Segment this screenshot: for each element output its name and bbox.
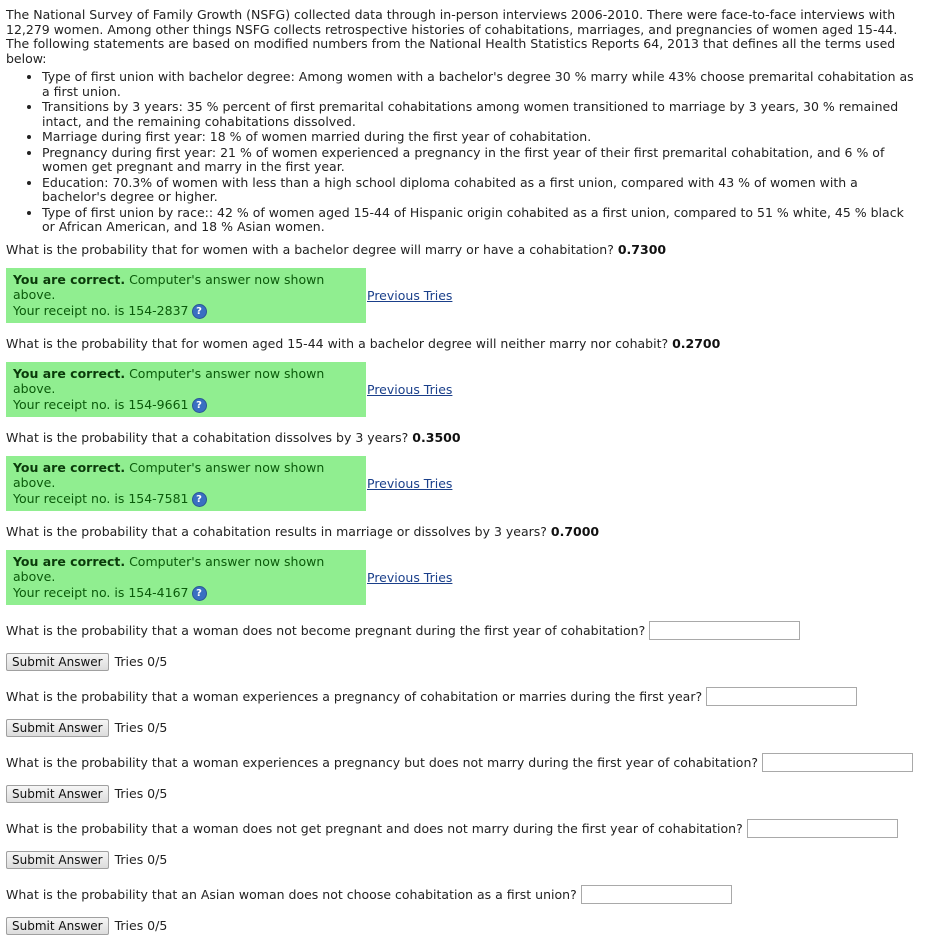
- fact-item: • Education: 70.3% of women with less than a high school diploma cohabited as a first union, compared with 43 % of women with a bachelor's degree or higher.: [42, 176, 919, 205]
- question-3: [6, 430, 919, 446]
- help-icon[interactable]: ?: [192, 492, 207, 507]
- previous-tries-link[interactable]: Previous Tries: [367, 287, 453, 303]
- receipt-text: Your receipt no. is 154-2837: [13, 302, 189, 318]
- correct-feedback-box: [6, 456, 366, 511]
- correct-label: You are correct.: [13, 365, 126, 381]
- fact-item: • Transitions by 3 years: 35 % percent of first premarital cohabitations among women transitioned to marriage by 3 years, 30 % remained intact, and the remaining cohabitations dissolved.: [42, 100, 919, 129]
- submit-answer-button[interactable]: Submit Answer: [6, 653, 109, 671]
- help-icon[interactable]: ?: [192, 304, 207, 319]
- correct-message: Computer's answer now shown above.: [13, 553, 325, 584]
- correct-label: You are correct.: [13, 459, 126, 475]
- submit-row-7: [6, 785, 919, 803]
- feedback-row-3: [6, 456, 919, 511]
- computer-answer: 0.7000: [550, 523, 600, 539]
- submit-answer-button[interactable]: Submit Answer: [6, 851, 109, 869]
- question-text: What is the probability that for women with a bachelor degree will marry or have a cohabitation?: [6, 241, 614, 257]
- submit-row-8: [6, 851, 919, 869]
- answer-input[interactable]: [706, 687, 857, 706]
- submit-answer-button[interactable]: Submit Answer: [6, 785, 109, 803]
- tries-counter: Tries 0/5: [114, 786, 168, 801]
- answer-input[interactable]: [747, 819, 898, 838]
- fact-item: • Marriage during first year: 18 % of women married during the first year of cohabitation.: [42, 130, 919, 145]
- submit-row-6: [6, 719, 919, 737]
- correct-label: You are correct.: [13, 271, 126, 287]
- receipt-text: Your receipt no. is 154-7581: [13, 490, 189, 506]
- feedback-row-1: [6, 268, 919, 323]
- question-5: [6, 621, 919, 641]
- correct-feedback-box: [6, 268, 366, 323]
- question-text: What is the probability that an Asian woman does not choose cohabitation as a first union?: [6, 887, 577, 902]
- question-6: [6, 687, 919, 707]
- submit-answer-button[interactable]: Submit Answer: [6, 917, 109, 935]
- previous-tries-link[interactable]: Previous Tries: [367, 381, 453, 397]
- receipt-text: Your receipt no. is 154-4167: [13, 584, 189, 600]
- receipt-text: Your receipt no. is 154-9661: [13, 396, 189, 412]
- question-4: [6, 524, 919, 540]
- help-icon[interactable]: ?: [192, 398, 207, 413]
- correct-feedback-box: [6, 362, 366, 417]
- answer-input[interactable]: [649, 621, 800, 640]
- help-icon[interactable]: ?: [192, 586, 207, 601]
- computer-answer: 0.3500: [412, 429, 461, 445]
- facts-list: [6, 70, 919, 235]
- tries-counter: Tries 0/5: [114, 654, 168, 669]
- submit-answer-button[interactable]: Submit Answer: [6, 719, 109, 737]
- previous-tries-link[interactable]: Previous Tries: [367, 475, 453, 491]
- feedback-row-2: [6, 362, 919, 417]
- question-2: [6, 336, 919, 352]
- correct-feedback-box: [6, 550, 366, 605]
- computer-answer: 0.7300: [617, 241, 667, 257]
- question-text: What is the probability that a woman experiences a pregnancy but does not marry during the first year of cohabitation?: [6, 755, 759, 770]
- question-text: What is the probability that a woman does not become pregnant during the first year of cohabitation?: [6, 623, 646, 638]
- computer-answer: 0.2700: [672, 335, 721, 351]
- fact-item: • Type of first union with bachelor degree: Among women with a bachelor's degree 30 % marry while 43% choose premarital cohabitation as a first union.: [42, 70, 919, 99]
- question-text: What is the probability that a woman does not get pregnant and does not marry during the first year of cohabitation?: [6, 821, 743, 836]
- fact-item: • Type of first union by race:: 42 % of women aged 15-44 of Hispanic origin cohabited as a first union, compared to 51 % white, 45 % black or African American, and 18 % Asian women.: [42, 206, 919, 235]
- correct-label: You are correct.: [13, 553, 126, 569]
- intro-text: The National Survey of Family Growth (NSFG) collected data through in-person interviews 2006-2010. There were face-to-face interviews with 12,279 women. Among other things NSFG collects retrospective histories of cohabitations, marriages, and pregnancies of women aged 15-44. The following statements are based on modified numbers from the National Health Statistics Reports 64, 2013 that defines all the terms used below:: [6, 7, 898, 66]
- correct-message: Computer's answer now shown above.: [13, 365, 325, 396]
- question-1: [6, 242, 919, 258]
- fact-item: • Pregnancy during first year: 21 % of women experienced a pregnancy in the first year of their first premarital cohabitation, and 6 % of women get pregnant and marry in the first year.: [42, 146, 919, 175]
- tries-counter: Tries 0/5: [114, 918, 168, 933]
- previous-tries-link[interactable]: Previous Tries: [367, 569, 453, 585]
- question-text: What is the probability that a cohabitation dissolves by 3 years?: [6, 429, 409, 445]
- question-text: What is the probability that a cohabitation results in marriage or dissolves by 3 years?: [6, 523, 547, 539]
- answer-input[interactable]: [762, 753, 913, 772]
- tries-counter: Tries 0/5: [114, 720, 168, 735]
- correct-message: Computer's answer now shown above.: [13, 271, 325, 302]
- submit-row-5: [6, 653, 919, 671]
- submit-row-9: [6, 917, 919, 935]
- question-text: What is the probability that a woman experiences a pregnancy of cohabitation or marries during the first year?: [6, 689, 703, 704]
- question-7: [6, 753, 919, 773]
- tries-counter: Tries 0/5: [114, 852, 168, 867]
- question-8: [6, 819, 919, 839]
- question-text: What is the probability that for women aged 15-44 with a bachelor degree will neither marry nor cohabit?: [6, 335, 669, 351]
- feedback-row-4: [6, 550, 919, 605]
- correct-message: Computer's answer now shown above.: [13, 459, 325, 490]
- question-9: [6, 885, 919, 905]
- answer-input[interactable]: [581, 885, 732, 904]
